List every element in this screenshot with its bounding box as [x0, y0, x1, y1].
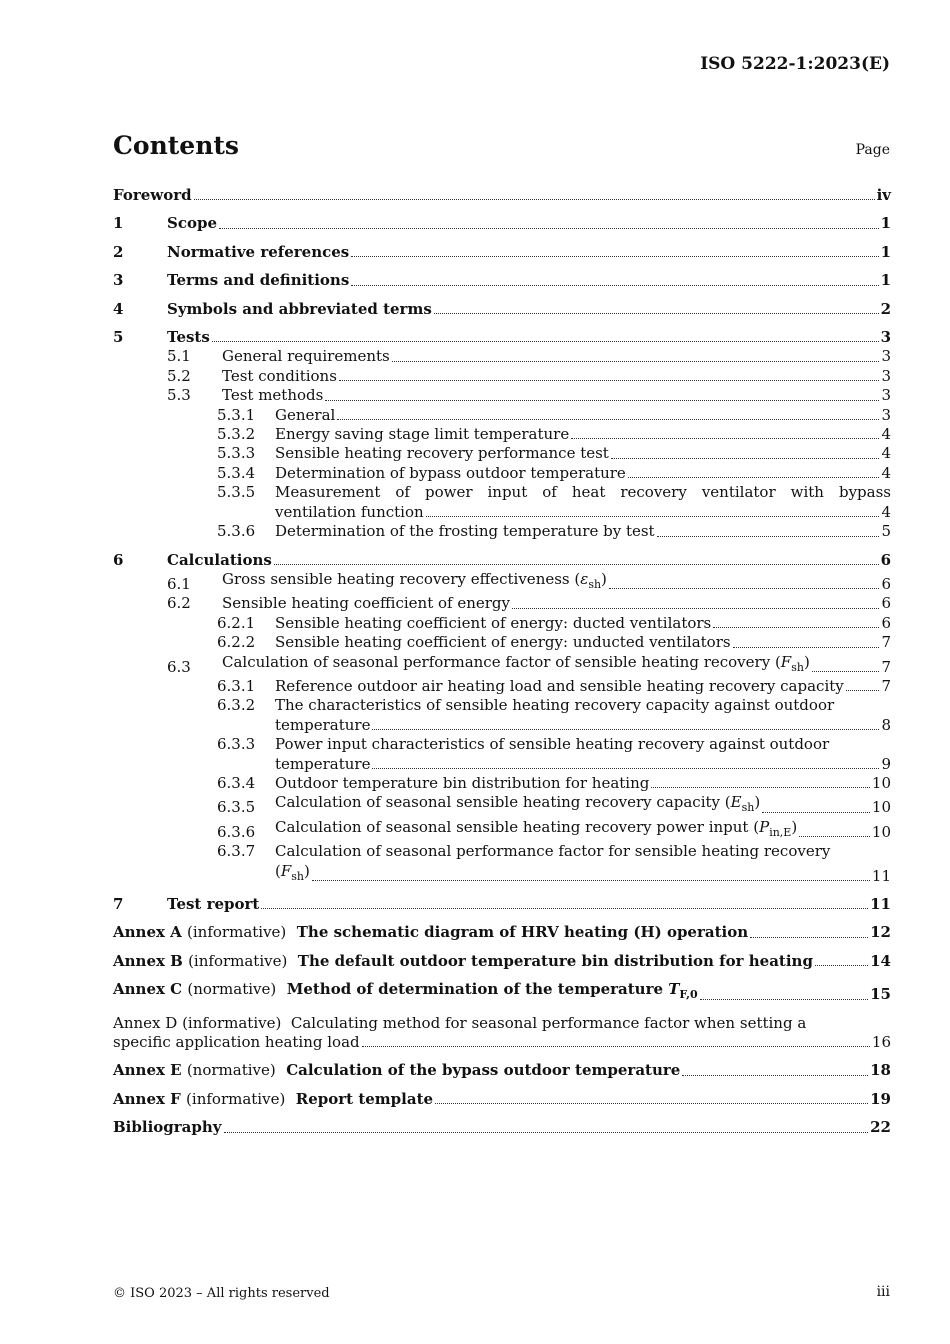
toc-leader [325, 400, 879, 401]
toc-title: Test conditions [222, 366, 337, 385]
toc-page: 22 [870, 1118, 891, 1137]
toc-title: Sensible heating coefficient of energy [222, 594, 510, 613]
toc-title: Calculation of seasonal performance factor of sensible heating recovery $(F_{sh})$ [222, 652, 810, 674]
toc-page: 15 [870, 985, 891, 1004]
toc-title: Annex E (normative) Calculation of the bypass outdoor temperature [113, 1061, 681, 1080]
toc-entry-6-3-4[interactable] [113, 774, 891, 793]
toc-leader [682, 1075, 868, 1076]
toc-page: 11 [871, 866, 891, 885]
toc-page: iv [876, 186, 891, 204]
toc-leader [846, 690, 880, 691]
page-column-label: Page [855, 142, 890, 158]
toc-page: 10 [871, 822, 891, 841]
toc-leader [609, 588, 880, 589]
toc-leader [426, 516, 880, 517]
toc-number: 6.1 [167, 574, 191, 593]
toc-page: 6 [881, 613, 891, 632]
toc-page: 6 [880, 550, 891, 569]
toc-title: Annex A (informative) The schematic diagram of HRV heating (H) operation [113, 923, 749, 942]
toc-number: 6 [113, 550, 124, 569]
toc-title: Energy saving stage limit temperature [275, 425, 570, 444]
toc-leader [392, 361, 880, 362]
toc-title-block [275, 842, 891, 886]
toc-page: 2 [880, 299, 891, 318]
toc-leader [657, 536, 880, 537]
toc-title: Sensible heating coefficient of energy: ducted ventilators [275, 613, 712, 632]
toc-title: Test methods [222, 386, 324, 405]
toc-page: 18 [870, 1061, 891, 1080]
toc-page: 6 [881, 594, 891, 613]
toc-entry-6-3-1[interactable] [113, 677, 891, 696]
toc-leader [339, 380, 880, 381]
toc-number: 5.3.2 [217, 425, 256, 444]
toc-number: 2 [113, 242, 124, 261]
toc-title-line2: ventilation function [275, 502, 424, 521]
toc-title-line2-row [113, 1033, 891, 1052]
toc-entry-5-3-4[interactable] [113, 464, 891, 483]
toc-leader [762, 812, 870, 813]
toc-entry-annex-c[interactable] [113, 980, 891, 1004]
toc-title: Tests [167, 328, 210, 347]
toc-title-line2: temperature [275, 754, 371, 773]
toc-title: Normative references [167, 242, 350, 261]
toc-page: 6 [881, 574, 891, 593]
toc-entry-annex-e[interactable] [113, 1061, 891, 1080]
toc-leader [611, 458, 880, 459]
toc-number: 6.2.2 [217, 633, 256, 652]
toc-leader [372, 768, 879, 769]
toc-entry-5-3-3[interactable] [113, 444, 891, 463]
toc-entry-5[interactable] [113, 328, 891, 347]
toc-number: 5.3.1 [217, 405, 256, 424]
toc-entry-5-3[interactable] [113, 386, 891, 405]
toc-title-line2-row [275, 862, 891, 886]
toc-entry-6-3-3[interactable] [113, 735, 891, 774]
toc-number: 3 [113, 271, 124, 290]
toc-page: 19 [870, 1089, 891, 1108]
toc-title: Determination of the frosting temperature by test [275, 522, 655, 541]
toc-entry-6-3-5[interactable] [113, 793, 891, 817]
toc-page: 10 [871, 798, 891, 817]
toc-entry-1[interactable] [113, 214, 891, 233]
toc-entry-annex-a[interactable] [113, 923, 891, 942]
toc-entry-6-2[interactable] [113, 594, 891, 613]
toc-entry-6-3-2[interactable] [113, 696, 891, 735]
toc-entry-3[interactable] [113, 271, 891, 290]
toc-title: Reference outdoor air heating load and sensible heating recovery capacity [275, 676, 844, 695]
toc-page: 3 [881, 386, 891, 405]
toc-title: Scope [167, 214, 218, 233]
toc-page: 3 [880, 328, 891, 347]
toc-leader [351, 285, 878, 286]
toc-page: 10 [871, 773, 891, 792]
toc-page: 5 [881, 522, 891, 541]
toc-number: 6.3.4 [217, 773, 256, 792]
toc-title: Annex C (normative) Method of determination of the temperature $T_{F,0}$ [113, 980, 698, 1002]
toc-title-line2: specific application heating load [113, 1033, 360, 1052]
toc-number: 5.3.6 [217, 522, 256, 541]
toc-entry-annex-f[interactable] [113, 1090, 891, 1109]
toc-title: General [275, 405, 336, 424]
toc-title-line1: Calculation of seasonal performance factor for sensible heating recovery [275, 842, 831, 861]
toc-title-line1: Measurement of power input of heat recovery ventilator with bypass [275, 483, 891, 502]
toc-leader [700, 999, 869, 1000]
toc-page: 4 [881, 444, 891, 463]
toc-page: 1 [880, 242, 891, 261]
toc-entry-5-2[interactable] [113, 367, 891, 386]
toc-number: 1 [113, 214, 124, 233]
toc-page: 7 [881, 676, 891, 695]
toc-entry-annex-b[interactable] [113, 952, 891, 971]
toc-leader [261, 908, 868, 909]
toc-title-line2-row [275, 503, 891, 522]
toc-number: 6.3.6 [217, 822, 256, 841]
toc-number: 6.2 [167, 594, 191, 613]
toc-title: Calculation of seasonal sensible heating recovery power input $(P_{in,E})$ [275, 817, 798, 839]
toc-page: 4 [881, 425, 891, 444]
toc-leader [274, 564, 879, 565]
toc-leader [733, 647, 880, 648]
toc-title-block [275, 696, 891, 735]
toc-number: 6.3.2 [217, 696, 256, 715]
toc-title: Gross sensible heating recovery effectiveness $(\varepsilon_{sh})$ [222, 569, 607, 591]
toc-entry-5-3-5[interactable] [113, 483, 891, 522]
toc-entry-annex-d[interactable] [113, 1014, 891, 1053]
toc-entry-2[interactable] [113, 243, 891, 262]
toc-entry-foreword[interactable] [113, 186, 891, 205]
toc-title: Sensible heating coefficient of energy: unducted ventilators [275, 633, 731, 652]
toc-entry-5-3-2[interactable] [113, 425, 891, 444]
toc-title-line2: temperature [275, 715, 371, 734]
toc-page: 7 [881, 633, 891, 652]
toc-number: 4 [113, 299, 124, 318]
toc-entry-6-2-2[interactable] [113, 633, 891, 652]
toc-title: General requirements [222, 347, 390, 366]
toc-title: Calculations [167, 550, 272, 569]
toc-number: 5.1 [167, 347, 191, 366]
toc-title: Sensible heating recovery performance test [275, 444, 609, 463]
toc-title: Outdoor temperature bin distribution for heating [275, 773, 650, 792]
toc-leader [434, 313, 879, 314]
toc-title-line1: Power input characteristics of sensible heating recovery against outdoor [275, 735, 830, 754]
toc-title-line2-row [275, 716, 891, 735]
toc-leader [362, 1046, 870, 1047]
toc-title: Annex F (informative) Report template [113, 1089, 434, 1108]
toc-entry-5-3-1[interactable] [113, 406, 891, 425]
toc-number: 7 [113, 895, 124, 913]
toc-page: 3 [881, 366, 891, 385]
toc-entry-6-2-1[interactable] [113, 614, 891, 633]
toc-number: 5.3.4 [217, 463, 256, 482]
toc-title: Bibliography [113, 1118, 222, 1137]
toc-leader [351, 256, 878, 257]
page-title: Contents [113, 131, 240, 160]
toc-title-line1: The characteristics of sensible heating recovery capacity against outdoor [275, 696, 835, 715]
toc-leader [219, 228, 879, 229]
toc-leader [812, 671, 880, 672]
toc-title: Calculation of seasonal sensible heating recovery capacity $(E_{sh})$ [275, 793, 761, 815]
toc-number: 5.3 [167, 386, 191, 405]
toc-page: 3 [881, 405, 891, 424]
toc-title-block [275, 735, 891, 774]
table-of-contents [113, 186, 891, 1138]
toc-title-line2: $(F_{sh})$ [275, 861, 310, 883]
toc-title: Terms and definitions [167, 271, 350, 290]
toc-leader [312, 880, 870, 881]
toc-leader [337, 419, 879, 420]
toc-number: 6.3.5 [217, 798, 256, 817]
toc-leader [628, 477, 880, 478]
toc-page: 1 [880, 214, 891, 233]
toc-leader [224, 1132, 869, 1133]
toc-number: 6.3.3 [217, 735, 256, 754]
toc-page: 16 [871, 1033, 891, 1052]
toc-number: 6.2.1 [217, 613, 256, 632]
toc-page: 3 [881, 347, 891, 366]
toc-title-line1: Annex D (informative) Calculating method for seasonal performance factor when setting a [113, 1013, 807, 1032]
toc-title-block [275, 483, 891, 522]
toc-entry-4[interactable] [113, 300, 891, 319]
toc-number: 5 [113, 328, 124, 347]
document-id: ISO 5222-1:2023(E) [700, 54, 890, 74]
toc-leader [799, 836, 870, 837]
toc-title: Foreword [113, 186, 192, 204]
toc-entry-6-3[interactable] [113, 653, 891, 677]
toc-title: Annex B (informative) The default outdoor temperature bin distribution for heating [113, 951, 813, 970]
toc-title: Determination of bypass outdoor temperature [275, 463, 626, 482]
page-number: iii [876, 1284, 890, 1300]
toc-leader [713, 627, 879, 628]
toc-page: 9 [881, 754, 891, 773]
toc-title: Symbols and abbreviated terms [167, 299, 432, 318]
toc-page: 14 [870, 951, 891, 970]
toc-number: 6.3.1 [217, 676, 256, 695]
toc-entry-6-3-6[interactable] [113, 818, 891, 842]
toc-page: 7 [881, 657, 891, 676]
toc-page: 11 [870, 895, 891, 913]
toc-title-line2-row [275, 755, 891, 774]
toc-leader [435, 1103, 868, 1104]
toc-leader [815, 965, 868, 966]
toc-entry-6-3-7[interactable] [113, 842, 891, 886]
copyright-notice: © ISO 2023 – All rights reserved [113, 1286, 330, 1301]
toc-number: 5.3.3 [217, 444, 256, 463]
toc-leader [651, 787, 870, 788]
toc-number: 5.2 [167, 366, 191, 385]
toc-page: 8 [881, 715, 891, 734]
toc-entry-7[interactable] [113, 895, 891, 914]
toc-leader [194, 199, 875, 200]
toc-entry-6-1[interactable] [113, 570, 891, 594]
toc-number: 6.3 [167, 657, 191, 676]
toc-leader [372, 729, 879, 730]
toc-number: 5.3.5 [217, 483, 256, 502]
toc-entry-5-3-6[interactable] [113, 522, 891, 541]
toc-page: 4 [881, 502, 891, 521]
toc-page: 1 [880, 271, 891, 290]
toc-page: 12 [870, 923, 891, 942]
toc-title: Test report [167, 895, 260, 913]
toc-entry-5-1[interactable] [113, 347, 891, 366]
toc-leader [212, 341, 879, 342]
toc-entry-bibliography[interactable] [113, 1118, 891, 1137]
toc-leader [750, 937, 868, 938]
toc-page: 4 [881, 463, 891, 482]
toc-leader [571, 438, 879, 439]
toc-number: 6.3.7 [217, 842, 256, 861]
toc-entry-6[interactable] [113, 551, 891, 570]
toc-leader [512, 608, 879, 609]
